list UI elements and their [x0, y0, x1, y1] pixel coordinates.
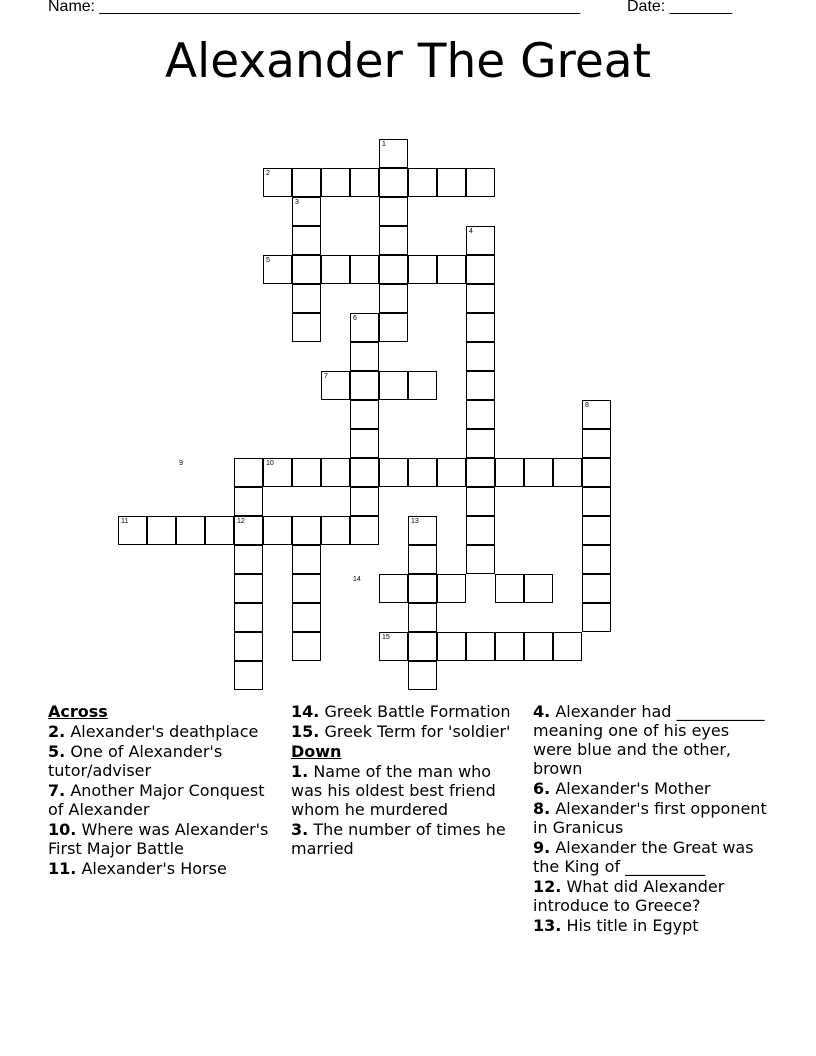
- grid-cell[interactable]: [292, 284, 321, 313]
- grid-cell[interactable]: [466, 458, 495, 487]
- clue-num: 11.: [48, 859, 77, 878]
- clue-num: 12.: [533, 877, 562, 896]
- clue-text: The number of times he married: [291, 820, 506, 858]
- clue-number-label: 5: [266, 257, 270, 264]
- grid-cell[interactable]: [379, 313, 408, 342]
- grid-cell[interactable]: [495, 458, 524, 487]
- clue-num: 3.: [291, 820, 309, 839]
- grid-cell[interactable]: [495, 632, 524, 661]
- grid-cell[interactable]: [350, 168, 379, 197]
- grid-cell[interactable]: [466, 545, 495, 574]
- grid-cell[interactable]: [292, 458, 321, 487]
- grid-cell[interactable]: [582, 545, 611, 574]
- grid-cell[interactable]: [466, 313, 495, 342]
- grid-cell[interactable]: [234, 661, 263, 690]
- grid-cell[interactable]: [350, 458, 379, 487]
- grid-cell[interactable]: [466, 371, 495, 400]
- clue-num: 13.: [533, 916, 562, 935]
- clue-item: [48, 781, 278, 819]
- grid-cell[interactable]: [292, 603, 321, 632]
- clue-item: [48, 859, 278, 878]
- grid-cell[interactable]: [379, 226, 408, 255]
- clue-num: 10.: [48, 820, 77, 839]
- grid-cell[interactable]: [292, 168, 321, 197]
- grid-cell[interactable]: [379, 168, 408, 197]
- clues-column-3: [533, 702, 773, 936]
- clue-number-label: 13: [411, 518, 419, 525]
- clue-item: [291, 722, 521, 741]
- grid-cell[interactable]: [466, 516, 495, 545]
- clue-number-label: 1: [382, 141, 386, 148]
- clue-text: Name of the man who was his oldest best friend whom he murdered: [291, 762, 496, 819]
- clue-item: [533, 799, 773, 837]
- grid-cell[interactable]: [437, 632, 466, 661]
- grid-cell[interactable]: [350, 255, 379, 284]
- grid-cell[interactable]: [379, 255, 408, 284]
- grid-cell[interactable]: [379, 284, 408, 313]
- grid-cell[interactable]: [408, 458, 437, 487]
- grid-cell[interactable]: [437, 168, 466, 197]
- grid-cell[interactable]: [234, 632, 263, 661]
- grid-cell[interactable]: [379, 371, 408, 400]
- clue-num: 5.: [48, 742, 66, 761]
- grid-cell[interactable]: [553, 632, 582, 661]
- down-heading: Down: [291, 742, 342, 761]
- name-field-label[interactable]: Name: ______________________________________________________: [48, 0, 581, 15]
- clue-item: [291, 762, 521, 819]
- grid-cell[interactable]: [292, 632, 321, 661]
- grid-cell[interactable]: [321, 458, 350, 487]
- clue-item: [533, 916, 773, 935]
- clues-column-2: [291, 702, 521, 859]
- grid-cell[interactable]: [350, 400, 379, 429]
- grid-cell[interactable]: [234, 603, 263, 632]
- grid-cell[interactable]: [292, 255, 321, 284]
- grid-cell[interactable]: [379, 574, 408, 603]
- clue-num: 9.: [533, 838, 551, 857]
- grid-cell[interactable]: [466, 284, 495, 313]
- clue-text: What did Alexander introduce to Greece?: [533, 877, 725, 915]
- grid-cell[interactable]: [379, 197, 408, 226]
- grid-cell[interactable]: [408, 545, 437, 574]
- clue-item: [533, 838, 773, 876]
- grid-cell[interactable]: [408, 574, 437, 603]
- clue-num: 1.: [291, 762, 309, 781]
- grid-cell[interactable]: [582, 429, 611, 458]
- grid-cell[interactable]: [292, 545, 321, 574]
- clue-text: One of Alexander's tutor/adviser: [48, 742, 223, 780]
- clue-item: [533, 877, 773, 915]
- grid-cell[interactable]: [466, 429, 495, 458]
- across-heading: Across: [48, 702, 108, 721]
- grid-cell[interactable]: [408, 168, 437, 197]
- clue-num: 7.: [48, 781, 66, 800]
- grid-cell[interactable]: [524, 632, 553, 661]
- clue-text: Where was Alexander's First Major Battle: [48, 820, 269, 858]
- grid-cell[interactable]: [350, 429, 379, 458]
- clue-text: Alexander's deathplace: [70, 722, 259, 741]
- clue-num: 15.: [291, 722, 320, 741]
- grid-cell[interactable]: [292, 516, 321, 545]
- clue-number-label: 15: [382, 634, 390, 641]
- clue-num: 6.: [533, 779, 551, 798]
- grid-cell[interactable]: [292, 574, 321, 603]
- grid-cell[interactable]: [582, 458, 611, 487]
- grid-cell[interactable]: [292, 313, 321, 342]
- grid-cell[interactable]: [263, 516, 292, 545]
- grid-cell[interactable]: [408, 603, 437, 632]
- page-title: Alexander The Great: [165, 34, 651, 89]
- grid-cell[interactable]: [582, 574, 611, 603]
- grid-cell[interactable]: [582, 487, 611, 516]
- grid-cell[interactable]: [234, 545, 263, 574]
- grid-cell[interactable]: [408, 371, 437, 400]
- clue-item: [48, 722, 278, 741]
- clue-text: Alexander's first opponent in Granicus: [533, 799, 767, 837]
- clue-item: [291, 820, 521, 858]
- clue-item: [291, 702, 521, 721]
- clue-text: Alexander's Mother: [555, 779, 711, 798]
- grid-cell[interactable]: [176, 516, 205, 545]
- clue-text: Alexander had ___________ meaning one of his eyes were blue and the other, brown: [533, 702, 765, 778]
- grid-cell[interactable]: [408, 632, 437, 661]
- clue-num: 8.: [533, 799, 551, 818]
- grid-cell[interactable]: [147, 516, 176, 545]
- grid-cell[interactable]: [582, 516, 611, 545]
- clue-number-label: 8: [585, 402, 589, 409]
- clue-number-label: 2: [266, 170, 270, 177]
- grid-cell[interactable]: [379, 458, 408, 487]
- grid-cell[interactable]: [466, 487, 495, 516]
- grid-cell[interactable]: [524, 574, 553, 603]
- grid-cell[interactable]: [466, 255, 495, 284]
- grid-cell[interactable]: [292, 226, 321, 255]
- clue-num: 2.: [48, 722, 66, 741]
- grid-cell[interactable]: [350, 487, 379, 516]
- clue-item: [48, 742, 278, 780]
- grid-cell[interactable]: [553, 458, 582, 487]
- clue-text: Greek Term for 'soldier': [324, 722, 511, 741]
- grid-cell[interactable]: [524, 458, 553, 487]
- clue-text: Greek Battle Formation: [324, 702, 511, 721]
- clue-item: [533, 702, 773, 778]
- grid-cell[interactable]: [321, 168, 350, 197]
- grid-cell[interactable]: [321, 516, 350, 545]
- grid-cell[interactable]: [437, 574, 466, 603]
- clue-text: Another Major Conquest of Alexander: [48, 781, 265, 819]
- grid-cell[interactable]: [205, 516, 234, 545]
- clue-text: His title in Egypt: [566, 916, 699, 935]
- clue-num: 14.: [291, 702, 320, 721]
- grid-cell[interactable]: [495, 574, 524, 603]
- clue-number-label: 14: [353, 576, 361, 583]
- grid-cell[interactable]: [321, 255, 350, 284]
- grid-cell[interactable]: [408, 661, 437, 690]
- clue-number-label: 10: [266, 460, 274, 467]
- grid-cell[interactable]: [437, 255, 466, 284]
- clue-item: [48, 820, 278, 858]
- clue-num: 4.: [533, 702, 551, 721]
- grid-cell[interactable]: [466, 400, 495, 429]
- clue-number-label: 7: [324, 373, 328, 380]
- clue-number-label: 11: [121, 518, 129, 525]
- clue-number-label: 3: [295, 199, 299, 206]
- grid-cell[interactable]: [466, 168, 495, 197]
- clue-number-label: 12: [237, 518, 245, 525]
- clue-item: [533, 779, 773, 798]
- clues-column-1: [48, 702, 278, 879]
- grid-cell[interactable]: [582, 603, 611, 632]
- grid-cell[interactable]: [234, 574, 263, 603]
- grid-cell[interactable]: [234, 487, 263, 516]
- grid-cell[interactable]: [437, 458, 466, 487]
- clue-number-label: 9: [179, 460, 183, 467]
- grid-cell[interactable]: [350, 371, 379, 400]
- grid-cell[interactable]: [350, 516, 379, 545]
- grid-cell[interactable]: [350, 342, 379, 371]
- clue-text: Alexander the Great was the King of __________: [533, 838, 754, 876]
- grid-cell[interactable]: [466, 342, 495, 371]
- grid-cell[interactable]: [234, 458, 263, 487]
- clue-number-label: 4: [469, 228, 473, 235]
- date-field-label[interactable]: Date: _______: [627, 0, 732, 15]
- grid-cell[interactable]: [408, 255, 437, 284]
- grid-cell[interactable]: [466, 632, 495, 661]
- clue-number-label: 6: [353, 315, 357, 322]
- clue-text: Alexander's Horse: [81, 859, 227, 878]
